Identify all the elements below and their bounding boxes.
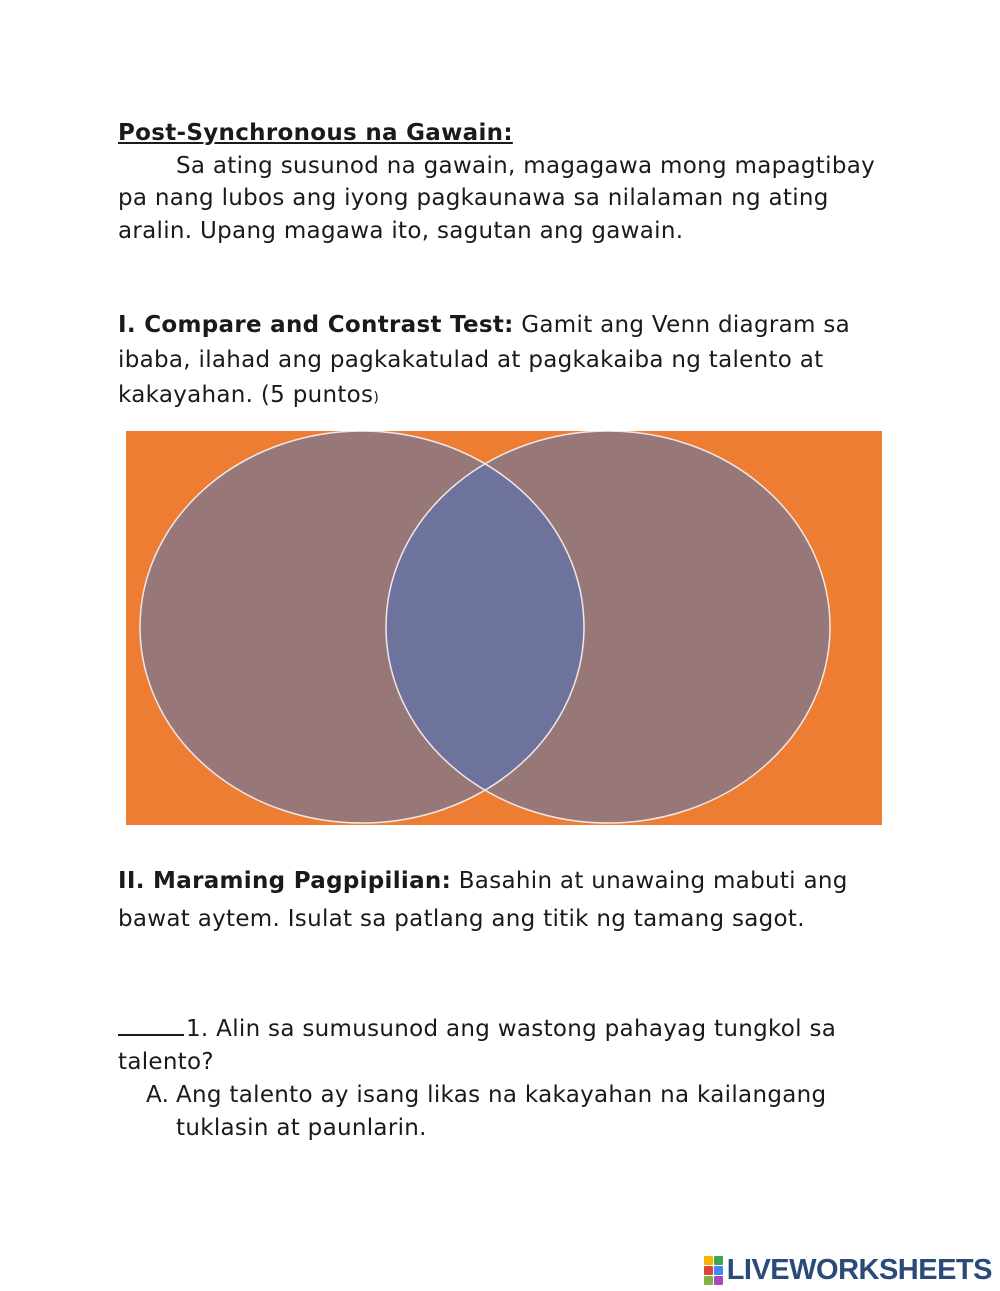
choice-letter: A. (146, 1082, 170, 1108)
section-compare-contrast (118, 308, 878, 416)
logo-block (704, 1256, 713, 1265)
section2-label: II. Maraming Pagpipilian: (118, 868, 452, 894)
logo-block (714, 1276, 723, 1285)
intro-paragraph-text: Sa ating susunod na gawain, magagawa mong mapagtibay pa nang lubos ang iyong pagkaunawa sa nilalaman ng ating aralin. Upang magawa ito, sagutan ang gawain. (118, 152, 876, 244)
logo-block (704, 1266, 713, 1275)
section2-text: Basahin at unawaing mabuti ang bawat aytem. Isulat sa patlang ang titik ng tamang sagot. (118, 868, 848, 932)
intro-paragraph (118, 150, 878, 248)
answer-blank[interactable] (118, 1014, 184, 1036)
section1-text: Gamit ang Venn diagram sa ibaba, ilahad ang pagkakatulad at pagkakaiba ng talento at kakayahan. (5 puntos (118, 312, 850, 408)
liveworksheets-logo-icon (704, 1256, 723, 1285)
venn-svg (126, 431, 882, 825)
logo-block (714, 1256, 723, 1265)
venn-diagram (126, 431, 882, 825)
section-multiple-choice (118, 862, 878, 938)
intro-heading: Post-Synchronous na Gawain: (118, 120, 513, 146)
question-number: 1. (186, 1016, 209, 1042)
choice-a (118, 1079, 878, 1144)
logo-block (704, 1276, 713, 1285)
intro-section (118, 117, 878, 247)
choice-text: Ang talento ay isang likas na kakayahan na kailangang tuklasin at paunlarin. (176, 1082, 827, 1141)
question-text: Alin sa sumusunod ang wastong pahayag tungkol sa talento? (118, 1016, 837, 1075)
section1-close-paren: ) (373, 390, 380, 406)
question-item (118, 1013, 878, 1144)
liveworksheets-brand-text: LIVEWORKSHEETS (726, 1253, 992, 1286)
logo-block (714, 1266, 723, 1275)
liveworksheets-logo (704, 1252, 992, 1288)
question-1-stem (118, 1013, 878, 1078)
section1-label: I. Compare and Contrast Test: (118, 312, 514, 338)
